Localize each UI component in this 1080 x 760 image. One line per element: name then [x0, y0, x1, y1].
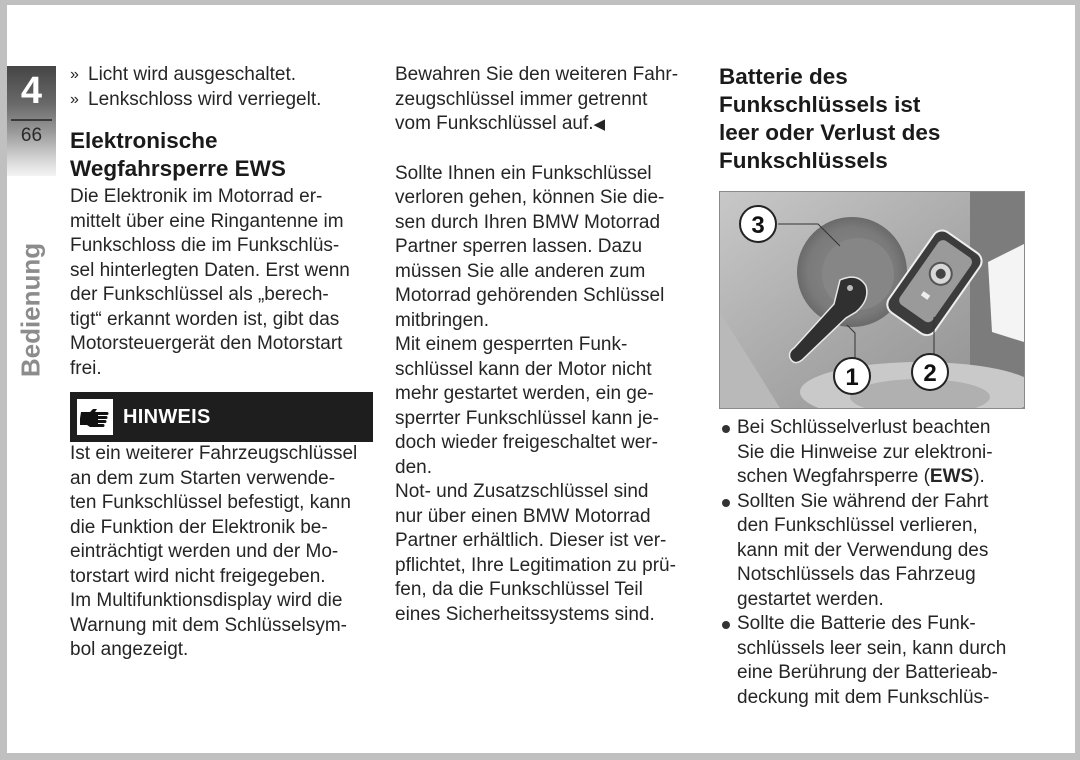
list-item-text: Sollte die Batterie des Funk- schlüssels leer sein, kann durch eine Berührung der Batterieab- deckung mit dem Funkschlüs-	[737, 613, 1007, 708]
list-item-text: Sollten Sie während der Fahrt den Funkschlüssel verlieren, kann mit der Verwendung des Notschlüssels das Fahrzeug gestartet werden.	[737, 490, 989, 610]
note-header	[70, 392, 373, 442]
note-continuation-text: Bewahren Sie den weiteren Fahr- zeugschlüssel immer getrennt vom Funkschlüssel auf.	[395, 64, 679, 134]
page-number: 66	[20, 125, 43, 146]
bullet-icon	[719, 612, 737, 710]
key-loss-paragraph: Sollte Ihnen ein Funkschlüssel verloren gehen, können Sie die- sen durch Ihren BMW Motorrad Partner sperren lassen. Dazu müssen Sie alle anderen zum Motorrad gehörenden Schlüssel mitbringen.	[395, 162, 665, 331]
spare-key-paragraph: Not- und Zusatzschlüssel sind nur über einen BMW Motorrad Partner erhältlich. Dieser ist ver- pflichtet, Ihre Legitimation zu prü- fen, da die Funkschlüssel Teil eines Sicherheitssystems sind.	[395, 481, 676, 625]
svg-text:2: 2	[923, 360, 937, 387]
note-continuation	[395, 63, 705, 138]
result-item	[70, 63, 380, 88]
column-3	[719, 63, 1039, 710]
callout-3	[740, 206, 776, 242]
pointing-hand-icon	[77, 399, 113, 435]
callout-1	[834, 358, 870, 394]
bullet-icon	[719, 490, 737, 613]
result-item	[70, 88, 380, 113]
ignition-key-figure	[719, 191, 1025, 409]
column-1	[70, 63, 380, 663]
list-item	[719, 490, 1039, 613]
end-of-note-icon: ◀	[593, 116, 606, 133]
list-item	[719, 612, 1039, 710]
section-label: Bedienung	[15, 242, 46, 378]
ews-abbreviation: EWS	[929, 466, 974, 487]
result-text: Licht wird ausgeschaltet.	[88, 64, 297, 85]
locked-key-paragraph: Mit einem gesperrten Funk- schlüssel kann der Motor nicht mehr gestartet werden, ein ge- sperrter Funkschlüssel kann je- doch wieder freigeschaltet wer- den.	[395, 334, 659, 478]
list-item	[719, 416, 1039, 490]
chapter-number: 4	[20, 70, 43, 112]
callout-2	[912, 354, 948, 390]
note-label: HINWEIS	[123, 405, 211, 428]
column-2	[395, 63, 705, 627]
ews-heading: Elektronische Wegfahrsperre EWS	[70, 128, 286, 181]
chapter-tab	[7, 66, 56, 176]
bullet-list	[719, 416, 1039, 710]
battery-heading: Batterie des Funkschlüssels ist leer oder Verlust des Funkschlüssels	[719, 64, 941, 173]
list-item-text: Bei Schlüsselverlust beachten Sie die Hinweise zur elektroni- schen Wegfahrsperre (EWS).	[737, 417, 993, 487]
svg-text:3: 3	[751, 212, 765, 239]
svg-text:1: 1	[845, 364, 859, 391]
note-text: Ist ein weiterer Fahrzeugschlüssel an dem zum Starten verwende- ten Funkschlüssel befestigt, kann die Funktion der Elektronik be- einträchtigt werden und der Mo- torstart wird nicht freigegeben. Im Multifunktionsdisplay wird die Warnung mit dem Schlüsselsym- bol angezeigt.	[70, 443, 358, 660]
result-text: Lenkschloss wird verriegelt.	[88, 88, 322, 110]
tab-divider	[11, 119, 52, 121]
bullet-icon	[719, 416, 737, 490]
result-marker-icon: »	[70, 66, 79, 83]
result-marker-icon: »	[70, 90, 79, 108]
ews-intro-paragraph: Die Elektronik im Motorrad er- mittelt über eine Ringantenne im Funkschloss die im Funkschlüs- sel hinterlegten Daten. Erst wenn der Funkschlüssel als „berech- tigt“ erkannt worden ist, gibt das Motorsteuergerät den Motorstart frei.	[70, 186, 350, 379]
